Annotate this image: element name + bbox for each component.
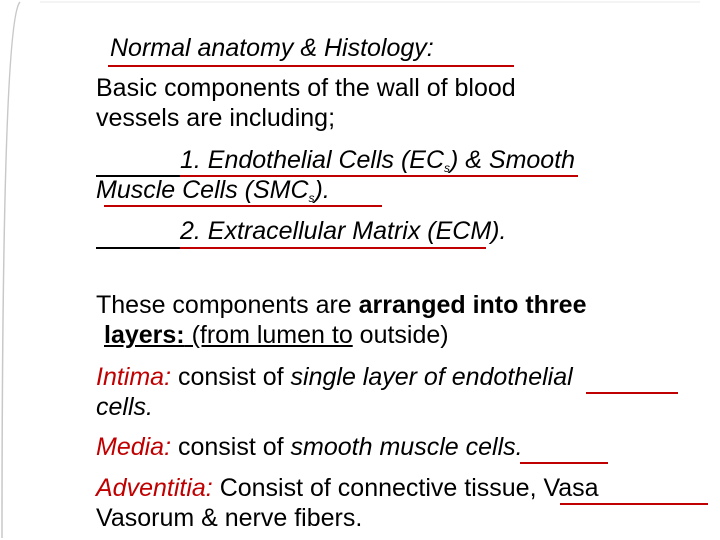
item-1-line-2-underline	[104, 205, 382, 207]
item-1-line-2-suffix: ).	[314, 176, 330, 204]
layers-underlined-text: (from lumen to	[184, 321, 353, 349]
item-2-indent-line	[96, 247, 180, 249]
media-label: Media:	[96, 433, 172, 461]
item-2-underline	[180, 247, 486, 249]
intima-italic-text: single layer of endothelial	[290, 363, 573, 391]
intro-line-1: Basic components of the wall of blood	[96, 74, 516, 102]
item-2: 2. Extracellular Matrix (ECM).	[180, 217, 507, 245]
media-line	[96, 432, 523, 462]
intima-label: Intima:	[96, 363, 172, 391]
slide-title	[110, 33, 434, 63]
adventitia-label: Adventitia:	[96, 474, 213, 502]
adventitia-underline	[560, 503, 708, 505]
intima-text: consist of	[171, 363, 291, 391]
item-1-mid: ) & Smooth	[450, 146, 576, 174]
item-1-sub: s	[444, 161, 451, 175]
layers-line-1	[96, 290, 586, 320]
layers-bold-text: arranged into three	[358, 291, 587, 319]
adventitia-line-2: Vasorum & nerve fibers.	[96, 504, 363, 532]
item-1-text: 1. Endothelial Cells (EC	[180, 146, 445, 174]
media-text: consist of	[171, 433, 291, 461]
media-underline	[520, 462, 608, 464]
adventitia-line-1	[96, 473, 599, 503]
layers-line-2	[104, 320, 449, 350]
layers-text: These components are	[96, 291, 359, 319]
intima-underline	[586, 392, 678, 394]
intima-line-2: cells.	[96, 393, 153, 421]
intro-line-2: vessels are including;	[96, 104, 336, 132]
media-italic-text: smooth muscle cells.	[290, 433, 523, 461]
item-1-line-2-text: Muscle Cells (SMC	[96, 176, 309, 204]
layers-rest-text: outside)	[352, 321, 449, 349]
intima-line-1	[96, 362, 573, 392]
item-1-line-2-sub: s	[308, 191, 315, 205]
title-text: Normal anatomy & Histology:	[110, 34, 434, 62]
adventitia-text: Consist of connective tissue, Vasa	[212, 474, 599, 502]
item-1-line-2	[96, 175, 330, 213]
title-underline	[108, 65, 514, 67]
layers-label: layers:	[104, 321, 185, 349]
